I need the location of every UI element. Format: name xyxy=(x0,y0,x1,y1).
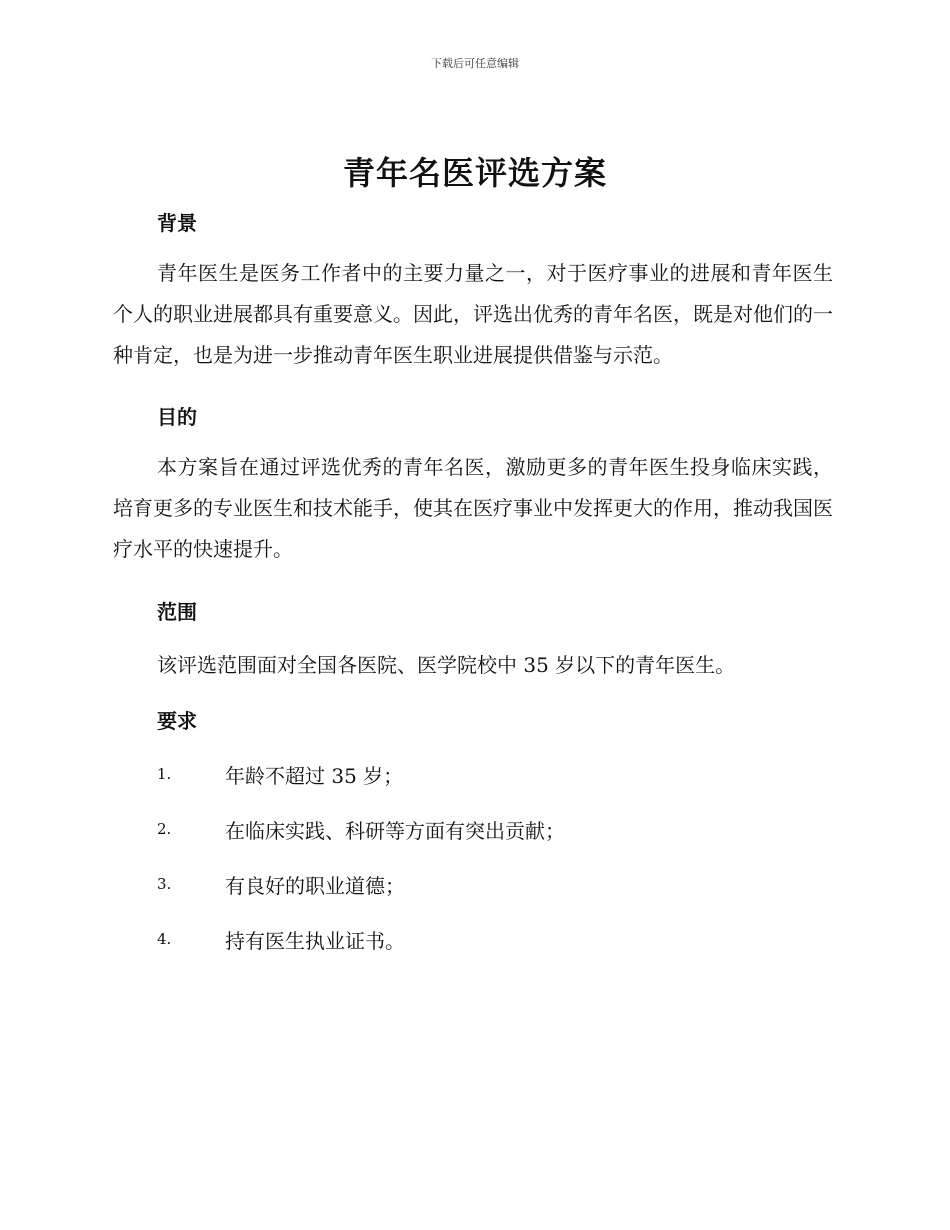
section-text-background: 青年医生是医务工作者中的主要力量之一，对于医疗事业的进展和青年医生个人的职业进展都具有重要意义。因此，评选出优秀的青年名医，既是对他们的一种肯定，也是为进一步推动青年医生职业进展提供借鉴与示范。 xyxy=(113,261,833,367)
list-item xyxy=(157,760,757,788)
list-item-number: 2. xyxy=(157,820,172,838)
section-text-scope: 该评选范围面对全国各医院、医学院校中 35 岁以下的青年医生。 xyxy=(157,653,736,677)
section-heading-scope: 范围 xyxy=(157,600,197,624)
list-item-number: 3. xyxy=(157,875,172,893)
section-text-purpose: 本方案旨在通过评选优秀的青年名医，激励更多的青年医生投身临床实践，培育更多的专业医生和技术能手，使其在医疗事业中发挥更大的作用，推动我国医疗水平的快速提升。 xyxy=(113,455,833,561)
list-item-text: 在临床实践、科研等方面有突出贡献； xyxy=(225,819,565,843)
list-item-number: 1. xyxy=(157,765,172,783)
section-heading-requirements: 要求 xyxy=(157,709,197,733)
header-note: 下载后可任意编辑 xyxy=(431,57,519,70)
list-item-text: 持有医生执业证书。 xyxy=(225,929,405,953)
list-item-text: 年龄不超过 35 岁； xyxy=(225,764,404,788)
document-title: 青年名医评选方案 xyxy=(342,154,607,192)
list-item xyxy=(157,870,757,898)
list-item-number: 4. xyxy=(157,930,172,948)
list-item xyxy=(157,815,757,843)
list-item-text: 有良好的职业道德； xyxy=(225,874,405,898)
section-heading-purpose: 目的 xyxy=(157,405,197,429)
list-item xyxy=(157,925,757,953)
section-heading-background: 背景 xyxy=(157,211,197,235)
